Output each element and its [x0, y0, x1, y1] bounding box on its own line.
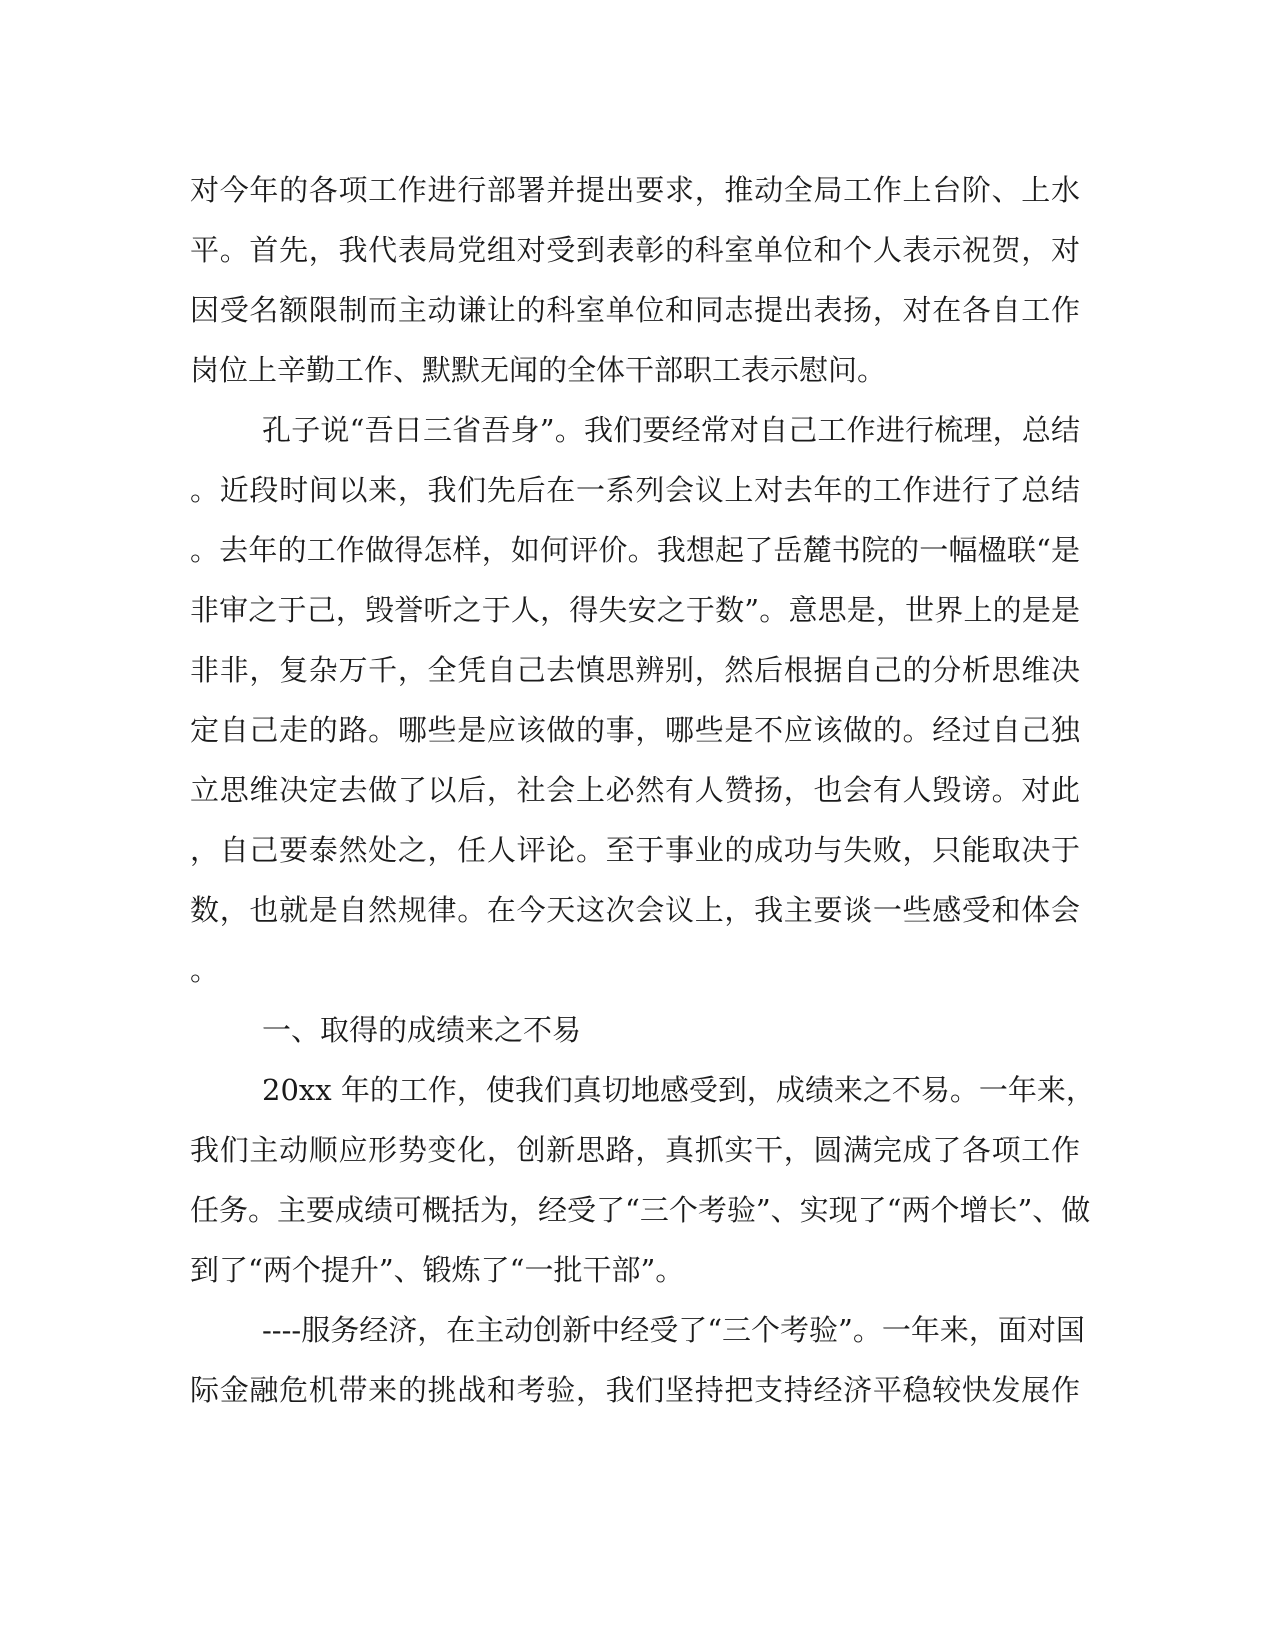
paragraph-3: [190, 1060, 1095, 1300]
text-line: 孔子说“吾日三省吾身”。我们要经常对自己工作进行梳理，总结: [262, 413, 1080, 447]
text-line: 到了“两个提升”、锻炼了“一批干部”。: [190, 1253, 685, 1287]
paragraph-4: [190, 1300, 1085, 1420]
text-line: ，自己要泰然处之，任人评论。至于事业的成功与失败，只能取决于: [190, 833, 1080, 867]
text-line: 。: [190, 953, 220, 987]
text-line: 立思维决定去做了以后，社会上必然有人赞扬，也会有人毁谤。对此: [190, 773, 1080, 807]
text-line: 因受名额限制而主动谦让的科室单位和同志提出表扬，对在各自工作: [190, 293, 1080, 327]
text-line: 际金融危机带来的挑战和考验，我们坚持把支持经济平稳较快发展作: [190, 1373, 1080, 1407]
text-line: 非非，复杂万千，全凭自己去慎思辨别，然后根据自己的分析思维决: [190, 653, 1080, 687]
document-body: [190, 160, 1095, 1420]
text-line: 一、取得的成绩来之不易: [262, 1013, 582, 1047]
text-line: 定自己走的路。哪些是应该做的事，哪些是不应该做的。经过自己独: [190, 713, 1080, 747]
paragraph-1: [190, 160, 1080, 400]
text-line: 任务。主要成绩可概括为，经受了“三个考验”、实现了“两个增长”、做: [190, 1193, 1091, 1227]
text-line: 数，也就是自然规律。在今天这次会议上，我主要谈一些感受和体会: [190, 893, 1080, 927]
text-line: 岗位上辛勤工作、默默无闻的全体干部职工表示慰问。: [190, 353, 887, 387]
text-line: 我们主动顺应形势变化，创新思路，真抓实干，圆满完成了各项工作: [190, 1133, 1080, 1167]
text-line: ----服务经济，在主动创新中经受了“三个考验”。一年来，面对国: [262, 1313, 1085, 1347]
text-line: 。去年的工作做得怎样，如何评价。我想起了岳麓书院的一幅楹联“是: [190, 533, 1080, 567]
text-line: 非审之于己，毁誉听之于人，得失安之于数”。意思是，世界上的是是: [190, 593, 1080, 627]
text-line: 。近段时间以来，我们先后在一系列会议上对去年的工作进行了总结: [190, 473, 1080, 507]
section-heading-1: [190, 1000, 1080, 1060]
text-line: 20xx 年的工作，使我们真切地感受到，成绩来之不易。一年来，: [262, 1073, 1095, 1107]
paragraph-2: [190, 400, 1080, 1000]
text-line: 平。首先，我代表局党组对受到表彰的科室单位和个人表示祝贺，对: [190, 233, 1080, 267]
text-line: 对今年的各项工作进行部署并提出要求，推动全局工作上台阶、上水: [190, 173, 1080, 207]
